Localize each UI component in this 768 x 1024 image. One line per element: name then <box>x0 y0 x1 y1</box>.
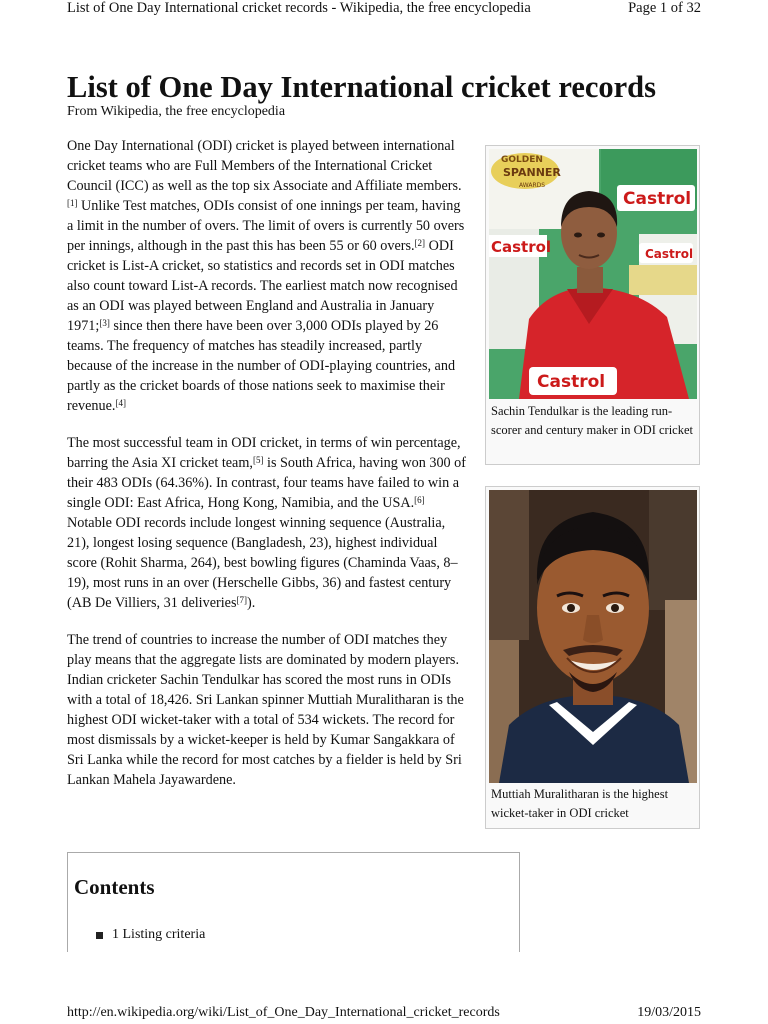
tendulkar-illustration <box>489 149 697 399</box>
teams-paragraph: The most successful team in ODI cricket, in terms of win percentage, barring the Asia XI cricket team,[5] is South Africa, having won 300 of their 483 ODIs (64.36%). In contrast, four teams have failed to win a single ODI: East Africa, Hong Kong, Namibia, and the USA.[6] Notable ODI records include longest winning sequence (Australia, 21), longest losing sequence (Bangladesh, 23), highest individual score (Rohit Sharma, 264), best bowling figures (Chaminda Vaas, 8–19), most runs in an over (Herschelle Gibbs, 36) and fastest century (AB De Villiers, 31 deliveries[7]). <box>67 435 466 611</box>
players-paragraph: The trend of countries to increase the number of ODI matches they play means that the aggregate lists are dominated by modern players. Indian cricketer Sachin Tendulkar has scored the most runs in ODIs with a total of 18,426. Sri Lankan spinner Muttiah Muralitharan is the highest ODI wicket-taker with a total of 534 wickets. The record for most dismissals by a wicket-keeper is held by Kumar Sangakkara of Sri Lanka while the record for most catches by a fielder is held by Sri Lankan Mahela Jayawardene. <box>67 632 464 788</box>
print-footer <box>67 1005 701 1021</box>
muralitharan-photo[interactable] <box>489 490 697 783</box>
award-logo-line2: SPANNER <box>503 166 561 179</box>
sponsor-logo-2: Castrol <box>491 238 552 256</box>
print-date: 19/03/2015 <box>637 1005 701 1020</box>
award-logo-line1: GOLDEN <box>501 155 543 165</box>
figure-caption: Muttiah Muralitharan is the highest wicket-taker in ODI cricket <box>491 787 669 820</box>
print-header-title: List of One Day International cricket records - Wikipedia, the free encyclopedia <box>67 0 531 16</box>
reference-link[interactable]: [4] <box>115 398 126 408</box>
table-of-contents <box>67 852 520 952</box>
sponsor-logo-3: Castrol <box>645 247 694 261</box>
page-url: http://en.wikipedia.org/wiki/List_of_One_Day_International_cricket_records <box>67 1005 500 1020</box>
award-logo-line3: AWARDS <box>519 182 546 189</box>
page-indicator: Page 1 of 32 <box>628 0 701 16</box>
tendulkar-figure <box>485 145 700 465</box>
reference-link[interactable]: [5] <box>252 455 264 465</box>
muralitharan-illustration <box>489 490 697 783</box>
reference-link[interactable]: [6] <box>414 495 425 505</box>
shirt-logo: Castrol <box>537 372 606 392</box>
figure-caption: Sachin Tendulkar is the leading run-scorer and century maker in ODI cricket <box>491 404 693 437</box>
intro-paragraph: One Day International (ODI) cricket is played between international cricket teams who are Full Members of the International Cricket Council (ICC) as well as the top six Associate and Affiliate members.[1] Unlike Test matches, ODIs consist of one innings per team, having a limit in the number of overs. The limit of overs is currently 50 overs per innings, although in the past this has been 55 or 60 overs.[2] ODI cricket is List-A cricket, so statistics and records set in ODI matches also count toward List-A records. The earliest match now recognised as an ODI was played between England and Australia in January 1971;[3] since then there have been over 3,000 ODIs played by 26 teams. The frequency of matches has steadily increased, partly because of the increase in the number of ODI-playing countries, and partly as the cricket boards of those nations seek to maximise their revenue.[4] <box>67 138 465 414</box>
article-body <box>67 136 467 807</box>
muralitharan-figure <box>485 486 700 829</box>
toc-title: Contents <box>74 875 155 899</box>
page-subtitle: From Wikipedia, the free encyclopedia <box>67 104 286 119</box>
tendulkar-photo[interactable] <box>489 149 697 399</box>
reference-link[interactable]: [3] <box>99 318 110 328</box>
toc-item[interactable] <box>96 927 205 943</box>
page-title: List of One Day International cricket records <box>67 70 657 104</box>
toc-item-label[interactable]: 1 Listing criteria <box>112 927 206 942</box>
reference-link[interactable]: [1] <box>67 198 78 208</box>
reference-link[interactable]: [2] <box>414 238 426 248</box>
bullet-icon <box>96 932 103 939</box>
print-header <box>67 0 701 22</box>
reference-link[interactable]: [7] <box>236 595 247 605</box>
sponsor-logo-1: Castrol <box>623 189 692 209</box>
